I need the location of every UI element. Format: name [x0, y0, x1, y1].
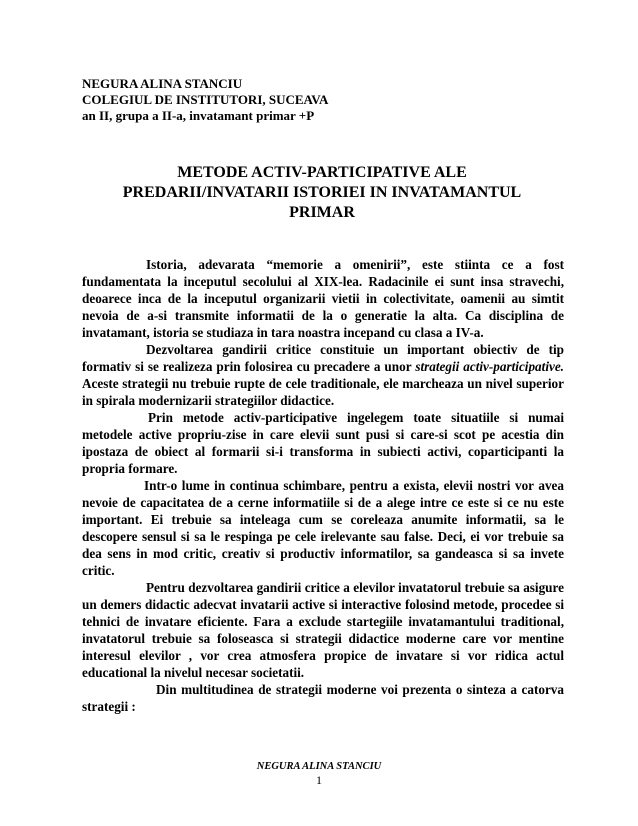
- author-header: [82, 76, 562, 124]
- page-number: 1: [316, 773, 322, 787]
- title-line-3: PRIMAR: [289, 204, 355, 221]
- paragraph-1: Istoria, adevarata “memorie a omenirii”, este stiinta ce a fost fundamentata la inceputul secolului al XIX-lea. Radacinile ei sunt insa stravechi, deoarece inca de la inceputul organizarii vietii in colectivitate, oamenii au simtit nevoia de a-si transmite informatii de la o generatie la alta. Ca disciplina de invatamant, istoria se studiaza in tara noastra incepand cu clasa a IV-a.: [82, 257, 564, 340]
- document-title: [82, 163, 562, 223]
- footer-author: NEGURA ALINA STANCIU: [256, 761, 382, 772]
- student-group: an II, grupa a II-a, invatamant primar +P: [82, 108, 315, 123]
- title-line-1: METODE ACTIV-PARTICIPATIVE ALE: [177, 164, 467, 181]
- title-line-2: PREDARII/INVATARII ISTORIEI IN INVATAMANTUL: [122, 184, 522, 201]
- paragraph-6: Din multitudinea de strategii moderne voi prezenta o sinteza a catorva strategii :: [82, 682, 564, 714]
- paragraph-4: Intr-o lume in continua schimbare, pentru a exista, elevii nostri vor avea nevoie de capacitatea de a cerne informatiile si de a alege intre ce este si ce nu este important. Ei trebuie sa inteleaga cum se coreleaza anumite informatii, sa le descopere sensul si sa le respinga pe cele irelevante sau false. Deci, ei vor trebuie sa dea sens in mod critic, creativ si productiv informatilor, sa gandeasca si sa invete critic.: [82, 478, 564, 578]
- author-name: NEGURA ALINA STANCIU: [82, 76, 243, 91]
- paragraph-3: Prin metode activ-participative ingelegem toate situatiile si numai metodele active propriu-zise in care elevii sunt pusi si care-si scot pe acestia din ipostaza de obiect al formarii si-i transforma in subiecti activi, coparticipanti la propria formare.: [82, 410, 564, 476]
- paragraph-2-text-b: Aceste strategii nu trebuie rupte de cele traditionale, ele marcheaza un nivel superior in spirala modernizarii strategiilor didactice.: [82, 376, 564, 408]
- paragraph-2-text-a: Dezvoltarea gandirii critice constituie un important obiectiv de tip formativ si se realizeza prin folosirea cu precadere a unor: [82, 342, 564, 374]
- paragraph-2: [82, 341, 564, 409]
- institution-name: COLEGIUL DE INSTITUTORI, SUCEAVA: [82, 92, 329, 107]
- paragraph-2-emphasis: strategii activ-participative.: [415, 359, 564, 374]
- document-body: [82, 256, 564, 715]
- paragraph-5: Pentru dezvoltarea gandirii critice a elevilor invatatorul trebuie sa asigure un demers didactic adecvat invatarii active si interactive folosind metode, procedee si tehnici de invatare eficiente. Fara a exclude startegiile invatamantului traditional, invatatorul trebuie sa foloseasca si strategii didactice moderne care vor mentine interesul elevilor , vor crea atmosfera propice de invatare si vor ridica actul educational la nivelul necesar societatii.: [82, 580, 564, 680]
- page-footer: [0, 760, 638, 788]
